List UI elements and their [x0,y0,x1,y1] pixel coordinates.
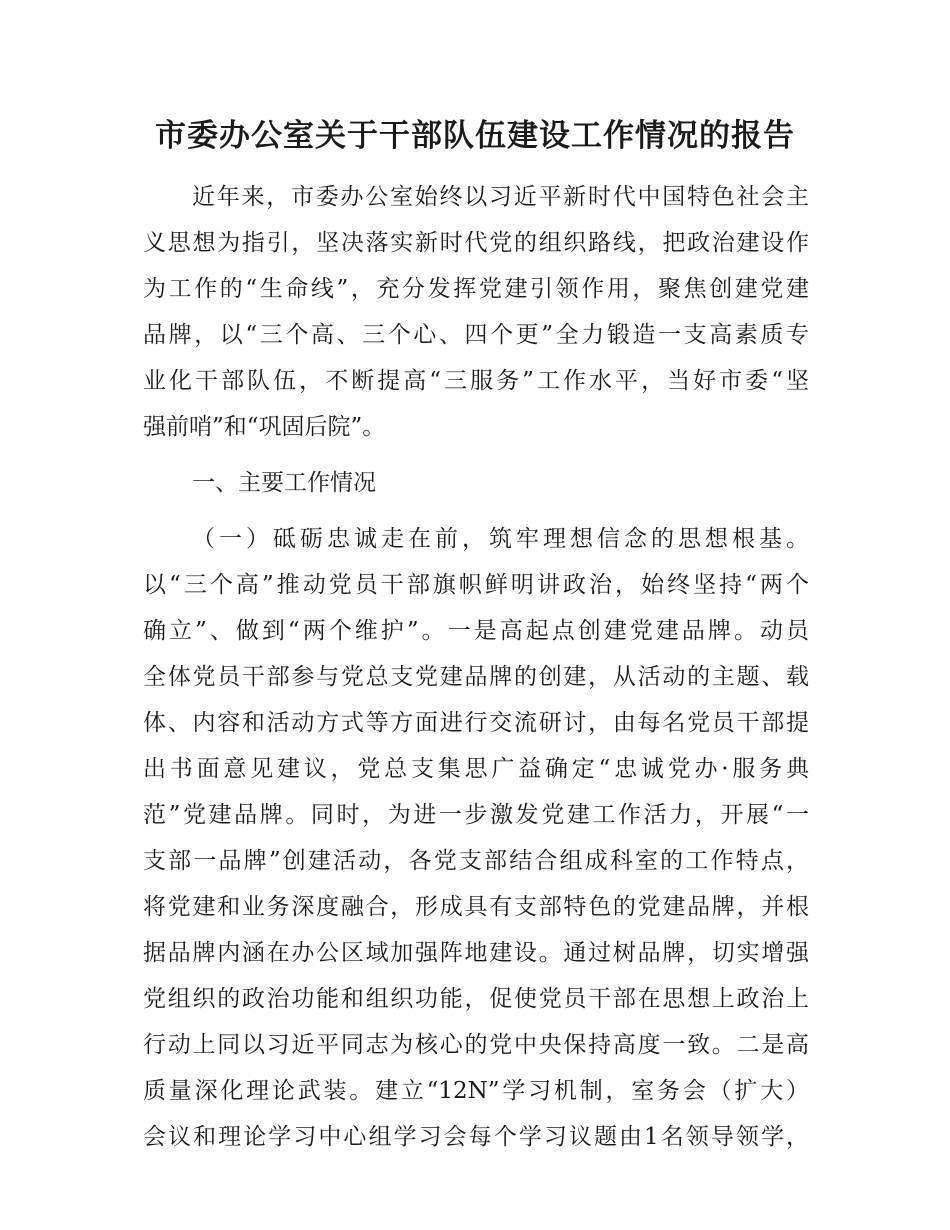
subsection-line-1: （一）砥砺忠诚走在前，筑牢理想信念的思想根基。 [192,526,809,552]
document-title: 市委办公室关于干部队伍建设工作情况的报告 [155,118,795,154]
subsection-line-8: 支部一品牌”创建活动，各党支部结合组成科室的工作特点， [143,848,809,874]
intro-line-5: 业化干部队伍，不断提高“三服务”工作水平，当好市委“坚 [143,368,809,394]
subsection-line-11: 党组织的政治功能和组织功能，促使党员干部在思想上政治上 [143,986,809,1012]
intro-line-6: 强前哨”和“巩固后院”。 [143,414,386,440]
subsection-line-12: 行动上同以习近平同志为核心的党中央保持高度一致。二是高 [143,1032,809,1058]
intro-line-2: 义思想为指引，坚决落实新时代党的组织路线，把政治建设作 [143,230,809,256]
intro-line-3: 为工作的“生命线”，充分发挥党建引领作用，聚焦创建党建 [143,276,809,302]
subsection-line-3: 确立”、做到“两个维护”。一是高起点创建党建品牌。动员 [143,618,809,644]
subsection-line-2: 以“三个高”推动党员干部旗帜鲜明讲政治，始终坚持“两个 [143,572,809,598]
subsection-line-13: 质量深化理论武装。建立“12N”学习机制，室务会（扩大） [143,1078,809,1104]
subsection-line-14: 会议和理论学习中心组学习会每个学习议题由1名领导领学， [143,1124,809,1150]
intro-line-4: 品牌，以“三个高、三个心、四个更”全力锻造一支高素质专 [143,322,809,348]
subsection-line-10: 据品牌内涵在办公区域加强阵地建设。通过树品牌，切实增强 [143,940,809,966]
subsection-line-6: 出书面意见建议，党总支集思广益确定“忠诚党办·服务典 [143,756,809,782]
subsection-line-5: 体、内容和活动方式等方面进行交流研讨，由每名党员干部提 [143,710,809,736]
subsection-line-7: 范”党建品牌。同时，为进一步激发党建工作活力，开展“一 [143,802,809,828]
subsection-line-9: 将党建和业务深度融合，形成具有支部特色的党建品牌，并根 [143,894,809,920]
subsection-line-4: 全体党员干部参与党总支党建品牌的创建，从活动的主题、载 [143,664,809,690]
section-heading: 一、主要工作情况 [192,470,376,496]
intro-line-1: 近年来，市委办公室始终以习近平新时代中国特色社会主 [192,184,809,210]
